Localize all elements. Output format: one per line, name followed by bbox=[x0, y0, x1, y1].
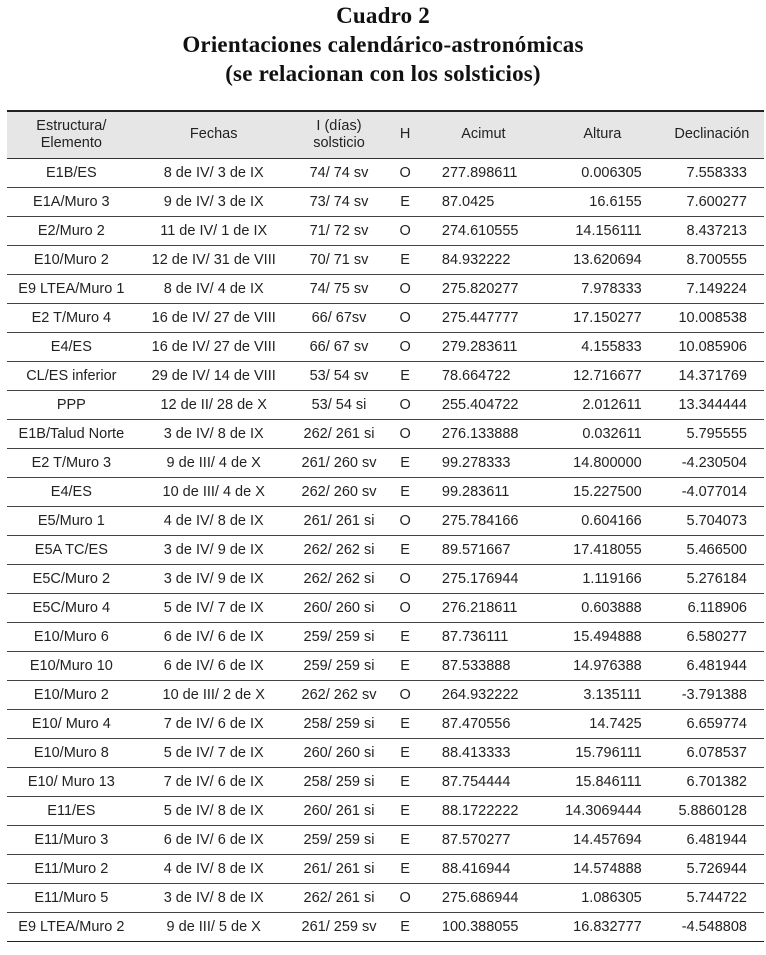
cell-horizonte: E bbox=[386, 912, 424, 941]
table-row bbox=[7, 332, 764, 361]
cell-fechas: 9 de III/ 4 de X bbox=[136, 448, 292, 477]
header-intervalo bbox=[292, 111, 387, 158]
cell-fechas: 7 de IV/ 6 de IX bbox=[136, 709, 292, 738]
cell-altura: 16.832777 bbox=[545, 912, 660, 941]
cell-acimut: 264.932222 bbox=[424, 680, 545, 709]
cell-acimut: 88.1722222 bbox=[424, 796, 545, 825]
cell-altura: 2.012611 bbox=[545, 390, 660, 419]
cell-intervalo: 260/ 261 si bbox=[292, 796, 387, 825]
cell-fechas: 10 de III/ 4 de X bbox=[136, 477, 292, 506]
cell-intervalo: 73/ 74 sv bbox=[292, 187, 387, 216]
cell-fechas: 8 de IV/ 3 de IX bbox=[136, 158, 292, 187]
table-row bbox=[7, 158, 764, 187]
cell-acimut: 87.754444 bbox=[424, 767, 545, 796]
cell-estructura: E4/ES bbox=[7, 477, 136, 506]
cell-altura: 15.796111 bbox=[545, 738, 660, 767]
cell-fechas: 5 de IV/ 7 de IX bbox=[136, 593, 292, 622]
cell-intervalo: 262/ 261 si bbox=[292, 419, 387, 448]
table-row bbox=[7, 767, 764, 796]
cell-altura: 0.604166 bbox=[545, 506, 660, 535]
cell-estructura: E11/Muro 3 bbox=[7, 825, 136, 854]
table-body bbox=[7, 158, 764, 941]
cell-estructura: E11/Muro 2 bbox=[7, 854, 136, 883]
cell-horizonte: O bbox=[386, 216, 424, 245]
cell-acimut: 99.278333 bbox=[424, 448, 545, 477]
cell-horizonte: E bbox=[386, 796, 424, 825]
cell-fechas: 12 de II/ 28 de X bbox=[136, 390, 292, 419]
table-row bbox=[7, 912, 764, 941]
cell-altura: 0.603888 bbox=[545, 593, 660, 622]
cell-declinacion: -3.791388 bbox=[660, 680, 764, 709]
table-row bbox=[7, 796, 764, 825]
cell-fechas: 12 de IV/ 31 de VIII bbox=[136, 245, 292, 274]
cell-altura: 1.119166 bbox=[545, 564, 660, 593]
cell-altura: 14.3069444 bbox=[545, 796, 660, 825]
cell-declinacion: 5.744722 bbox=[660, 883, 764, 912]
cell-declinacion: 8.437213 bbox=[660, 216, 764, 245]
table-row bbox=[7, 216, 764, 245]
cell-altura: 1.086305 bbox=[545, 883, 660, 912]
cell-horizonte: O bbox=[386, 158, 424, 187]
cell-horizonte: O bbox=[386, 506, 424, 535]
cell-estructura: E9 LTEA/Muro 2 bbox=[7, 912, 136, 941]
cell-fechas: 9 de III/ 5 de X bbox=[136, 912, 292, 941]
cell-horizonte: E bbox=[386, 651, 424, 680]
table-row bbox=[7, 564, 764, 593]
table-row bbox=[7, 187, 764, 216]
cell-acimut: 84.932222 bbox=[424, 245, 545, 274]
cell-acimut: 275.447777 bbox=[424, 303, 545, 332]
table-row bbox=[7, 303, 764, 332]
cell-horizonte: E bbox=[386, 535, 424, 564]
cell-fechas: 11 de IV/ 1 de IX bbox=[136, 216, 292, 245]
cell-horizonte: E bbox=[386, 767, 424, 796]
cell-acimut: 78.664722 bbox=[424, 361, 545, 390]
table-row bbox=[7, 854, 764, 883]
cell-altura: 17.418055 bbox=[545, 535, 660, 564]
table-header bbox=[7, 111, 764, 158]
table-row bbox=[7, 622, 764, 651]
cell-acimut: 88.413333 bbox=[424, 738, 545, 767]
cell-altura: 14.7425 bbox=[545, 709, 660, 738]
cell-estructura: E5/Muro 1 bbox=[7, 506, 136, 535]
cell-estructura: E9 LTEA/Muro 1 bbox=[7, 274, 136, 303]
cell-declinacion: 6.078537 bbox=[660, 738, 764, 767]
cell-fechas: 16 de IV/ 27 de VIII bbox=[136, 303, 292, 332]
cell-acimut: 275.176944 bbox=[424, 564, 545, 593]
table-row bbox=[7, 245, 764, 274]
cell-estructura: E10/Muro 2 bbox=[7, 245, 136, 274]
cell-horizonte: O bbox=[386, 680, 424, 709]
cell-altura: 14.800000 bbox=[545, 448, 660, 477]
cell-intervalo: 259/ 259 si bbox=[292, 622, 387, 651]
cell-acimut: 87.570277 bbox=[424, 825, 545, 854]
cell-intervalo: 261/ 260 sv bbox=[292, 448, 387, 477]
table-row bbox=[7, 651, 764, 680]
cell-altura: 14.574888 bbox=[545, 854, 660, 883]
cell-acimut: 87.736111 bbox=[424, 622, 545, 651]
cell-declinacion: 7.600277 bbox=[660, 187, 764, 216]
cell-declinacion: 5.8860128 bbox=[660, 796, 764, 825]
table-row bbox=[7, 506, 764, 535]
cell-horizonte: E bbox=[386, 738, 424, 767]
cell-intervalo: 66/ 67 sv bbox=[292, 332, 387, 361]
cell-fechas: 16 de IV/ 27 de VIII bbox=[136, 332, 292, 361]
cell-fechas: 6 de IV/ 6 de IX bbox=[136, 651, 292, 680]
cell-horizonte: O bbox=[386, 274, 424, 303]
cell-intervalo: 261/ 259 sv bbox=[292, 912, 387, 941]
cell-estructura: E1B/ES bbox=[7, 158, 136, 187]
cell-estructura: E10/Muro 6 bbox=[7, 622, 136, 651]
cell-horizonte: O bbox=[386, 593, 424, 622]
cell-declinacion: 5.726944 bbox=[660, 854, 764, 883]
cell-declinacion: 7.149224 bbox=[660, 274, 764, 303]
cell-fechas: 5 de IV/ 8 de IX bbox=[136, 796, 292, 825]
cell-altura: 12.716677 bbox=[545, 361, 660, 390]
cell-horizonte: O bbox=[386, 303, 424, 332]
header-estructura-line2: Elemento bbox=[40, 134, 102, 151]
cell-estructura: E5C/Muro 2 bbox=[7, 564, 136, 593]
cell-intervalo: 260/ 260 si bbox=[292, 593, 387, 622]
cell-altura: 15.227500 bbox=[545, 477, 660, 506]
cell-altura: 0.032611 bbox=[545, 419, 660, 448]
cell-intervalo: 262/ 262 si bbox=[292, 564, 387, 593]
cell-horizonte: E bbox=[386, 825, 424, 854]
cell-estructura: E1B/Talud Norte bbox=[7, 419, 136, 448]
cell-intervalo: 262/ 261 si bbox=[292, 883, 387, 912]
cell-acimut: 276.218611 bbox=[424, 593, 545, 622]
cell-declinacion: 10.008538 bbox=[660, 303, 764, 332]
cell-acimut: 100.388055 bbox=[424, 912, 545, 941]
cell-horizonte: O bbox=[386, 883, 424, 912]
cell-acimut: 87.0425 bbox=[424, 187, 545, 216]
cell-fechas: 3 de IV/ 8 de IX bbox=[136, 883, 292, 912]
cell-altura: 17.150277 bbox=[545, 303, 660, 332]
cell-altura: 13.620694 bbox=[545, 245, 660, 274]
cell-intervalo: 66/ 67sv bbox=[292, 303, 387, 332]
table-row bbox=[7, 419, 764, 448]
cell-acimut: 279.283611 bbox=[424, 332, 545, 361]
cell-horizonte: E bbox=[386, 361, 424, 390]
cell-altura: 15.846111 bbox=[545, 767, 660, 796]
cell-intervalo: 259/ 259 si bbox=[292, 651, 387, 680]
table-caption bbox=[0, 1, 766, 88]
table-row bbox=[7, 448, 764, 477]
cell-declinacion: 10.085906 bbox=[660, 332, 764, 361]
cell-estructura: E4/ES bbox=[7, 332, 136, 361]
cell-horizonte: E bbox=[386, 245, 424, 274]
cell-altura: 7.978333 bbox=[545, 274, 660, 303]
cell-fechas: 6 de IV/ 6 de IX bbox=[136, 622, 292, 651]
caption-number: Cuadro 2 bbox=[336, 3, 430, 28]
caption-subtitle: (se relacionan con los solsticios) bbox=[225, 61, 541, 86]
cell-acimut: 87.470556 bbox=[424, 709, 545, 738]
cell-acimut: 88.416944 bbox=[424, 854, 545, 883]
cell-estructura: E5A TC/ES bbox=[7, 535, 136, 564]
table-row bbox=[7, 477, 764, 506]
cell-acimut: 275.784166 bbox=[424, 506, 545, 535]
cell-altura: 4.155833 bbox=[545, 332, 660, 361]
cell-acimut: 87.533888 bbox=[424, 651, 545, 680]
cell-declinacion: 6.481944 bbox=[660, 825, 764, 854]
cell-declinacion: 7.558333 bbox=[660, 158, 764, 187]
header-estructura-line1: Estructura/ bbox=[36, 117, 107, 134]
cell-estructura: E2/Muro 2 bbox=[7, 216, 136, 245]
cell-declinacion: 8.700555 bbox=[660, 245, 764, 274]
cell-horizonte: O bbox=[386, 332, 424, 361]
cell-horizonte: E bbox=[386, 448, 424, 477]
header-horizonte: H bbox=[399, 126, 411, 143]
cell-fechas: 3 de IV/ 8 de IX bbox=[136, 419, 292, 448]
cell-altura: 14.976388 bbox=[545, 651, 660, 680]
cell-fechas: 5 de IV/ 7 de IX bbox=[136, 738, 292, 767]
cell-declinacion: 5.466500 bbox=[660, 535, 764, 564]
cell-declinacion: -4.077014 bbox=[660, 477, 764, 506]
table-row bbox=[7, 709, 764, 738]
cell-horizonte: E bbox=[386, 709, 424, 738]
cell-altura: 14.457694 bbox=[545, 825, 660, 854]
header-altura: Altura bbox=[583, 126, 622, 143]
cell-horizonte: E bbox=[386, 854, 424, 883]
cell-intervalo: 261/ 261 si bbox=[292, 506, 387, 535]
table-row bbox=[7, 390, 764, 419]
cell-fechas: 3 de IV/ 9 de IX bbox=[136, 564, 292, 593]
header-estructura bbox=[7, 111, 136, 158]
cell-estructura: E10/Muro 10 bbox=[7, 651, 136, 680]
cell-estructura: E11/ES bbox=[7, 796, 136, 825]
cell-declinacion: 6.481944 bbox=[660, 651, 764, 680]
cell-acimut: 275.820277 bbox=[424, 274, 545, 303]
cell-declinacion: -4.230504 bbox=[660, 448, 764, 477]
cell-acimut: 99.283611 bbox=[424, 477, 545, 506]
cell-fechas: 10 de III/ 2 de X bbox=[136, 680, 292, 709]
table-row bbox=[7, 825, 764, 854]
cell-fechas: 3 de IV/ 9 de IX bbox=[136, 535, 292, 564]
cell-fechas: 6 de IV/ 6 de IX bbox=[136, 825, 292, 854]
cell-acimut: 274.610555 bbox=[424, 216, 545, 245]
cell-horizonte: E bbox=[386, 187, 424, 216]
cell-estructura: E2 T/Muro 4 bbox=[7, 303, 136, 332]
cell-acimut: 255.404722 bbox=[424, 390, 545, 419]
cell-intervalo: 262/ 260 sv bbox=[292, 477, 387, 506]
cell-estructura: E1A/Muro 3 bbox=[7, 187, 136, 216]
cell-estructura: CL/ES inferior bbox=[7, 361, 136, 390]
cell-altura: 16.6155 bbox=[545, 187, 660, 216]
table-row bbox=[7, 883, 764, 912]
cell-altura: 3.135111 bbox=[545, 680, 660, 709]
cell-intervalo: 74/ 75 sv bbox=[292, 274, 387, 303]
cell-declinacion: 6.118906 bbox=[660, 593, 764, 622]
cell-altura: 15.494888 bbox=[545, 622, 660, 651]
header-declinacion: Declinación bbox=[674, 126, 750, 143]
cell-estructura: PPP bbox=[7, 390, 136, 419]
cell-declinacion: 5.276184 bbox=[660, 564, 764, 593]
cell-estructura: E10/Muro 8 bbox=[7, 738, 136, 767]
caption-title: Orientaciones calendárico-astronómicas bbox=[182, 32, 584, 57]
cell-horizonte: O bbox=[386, 419, 424, 448]
cell-intervalo: 260/ 260 si bbox=[292, 738, 387, 767]
cell-estructura: E2 T/Muro 3 bbox=[7, 448, 136, 477]
cell-intervalo: 53/ 54 sv bbox=[292, 361, 387, 390]
cell-fechas: 9 de IV/ 3 de IX bbox=[136, 187, 292, 216]
cell-horizonte: E bbox=[386, 622, 424, 651]
cell-estructura: E10/Muro 2 bbox=[7, 680, 136, 709]
table-row bbox=[7, 535, 764, 564]
cell-declinacion: 6.659774 bbox=[660, 709, 764, 738]
cell-estructura: E10/ Muro 4 bbox=[7, 709, 136, 738]
cell-horizonte: O bbox=[386, 564, 424, 593]
cell-acimut: 276.133888 bbox=[424, 419, 545, 448]
header-intervalo-line2: solsticio bbox=[313, 134, 365, 151]
cell-fechas: 7 de IV/ 6 de IX bbox=[136, 767, 292, 796]
cell-intervalo: 53/ 54 si bbox=[292, 390, 387, 419]
cell-intervalo: 70/ 71 sv bbox=[292, 245, 387, 274]
table-row bbox=[7, 274, 764, 303]
cell-estructura: E11/Muro 5 bbox=[7, 883, 136, 912]
cell-fechas: 8 de IV/ 4 de IX bbox=[136, 274, 292, 303]
cell-intervalo: 258/ 259 si bbox=[292, 767, 387, 796]
cell-intervalo: 262/ 262 sv bbox=[292, 680, 387, 709]
cell-intervalo: 262/ 262 si bbox=[292, 535, 387, 564]
cell-declinacion: 6.701382 bbox=[660, 767, 764, 796]
cell-intervalo: 259/ 259 si bbox=[292, 825, 387, 854]
cell-horizonte: E bbox=[386, 477, 424, 506]
cell-estructura: E10/ Muro 13 bbox=[7, 767, 136, 796]
table-row bbox=[7, 593, 764, 622]
cell-intervalo: 71/ 72 sv bbox=[292, 216, 387, 245]
cell-fechas: 29 de IV/ 14 de VIII bbox=[136, 361, 292, 390]
table-row bbox=[7, 738, 764, 767]
cell-intervalo: 258/ 259 si bbox=[292, 709, 387, 738]
header-fechas: Fechas bbox=[189, 126, 238, 143]
table-row bbox=[7, 680, 764, 709]
orientations-table bbox=[7, 110, 764, 942]
cell-declinacion: 5.795555 bbox=[660, 419, 764, 448]
header-intervalo-line1: I (días) bbox=[316, 117, 362, 134]
table-row bbox=[7, 361, 764, 390]
cell-acimut: 277.898611 bbox=[424, 158, 545, 187]
cell-declinacion: 13.344444 bbox=[660, 390, 764, 419]
cell-declinacion: -4.548808 bbox=[660, 912, 764, 941]
cell-acimut: 89.571667 bbox=[424, 535, 545, 564]
cell-estructura: E5C/Muro 4 bbox=[7, 593, 136, 622]
cell-intervalo: 74/ 74 sv bbox=[292, 158, 387, 187]
cell-horizonte: O bbox=[386, 390, 424, 419]
cell-declinacion: 5.704073 bbox=[660, 506, 764, 535]
header-row bbox=[7, 111, 764, 158]
cell-fechas: 4 de IV/ 8 de IX bbox=[136, 506, 292, 535]
cell-intervalo: 261/ 261 si bbox=[292, 854, 387, 883]
header-acimut: Acimut bbox=[461, 126, 506, 143]
cell-acimut: 275.686944 bbox=[424, 883, 545, 912]
cell-altura: 14.156111 bbox=[545, 216, 660, 245]
cell-fechas: 4 de IV/ 8 de IX bbox=[136, 854, 292, 883]
cell-altura: 0.006305 bbox=[545, 158, 660, 187]
cell-declinacion: 14.371769 bbox=[660, 361, 764, 390]
cell-declinacion: 6.580277 bbox=[660, 622, 764, 651]
